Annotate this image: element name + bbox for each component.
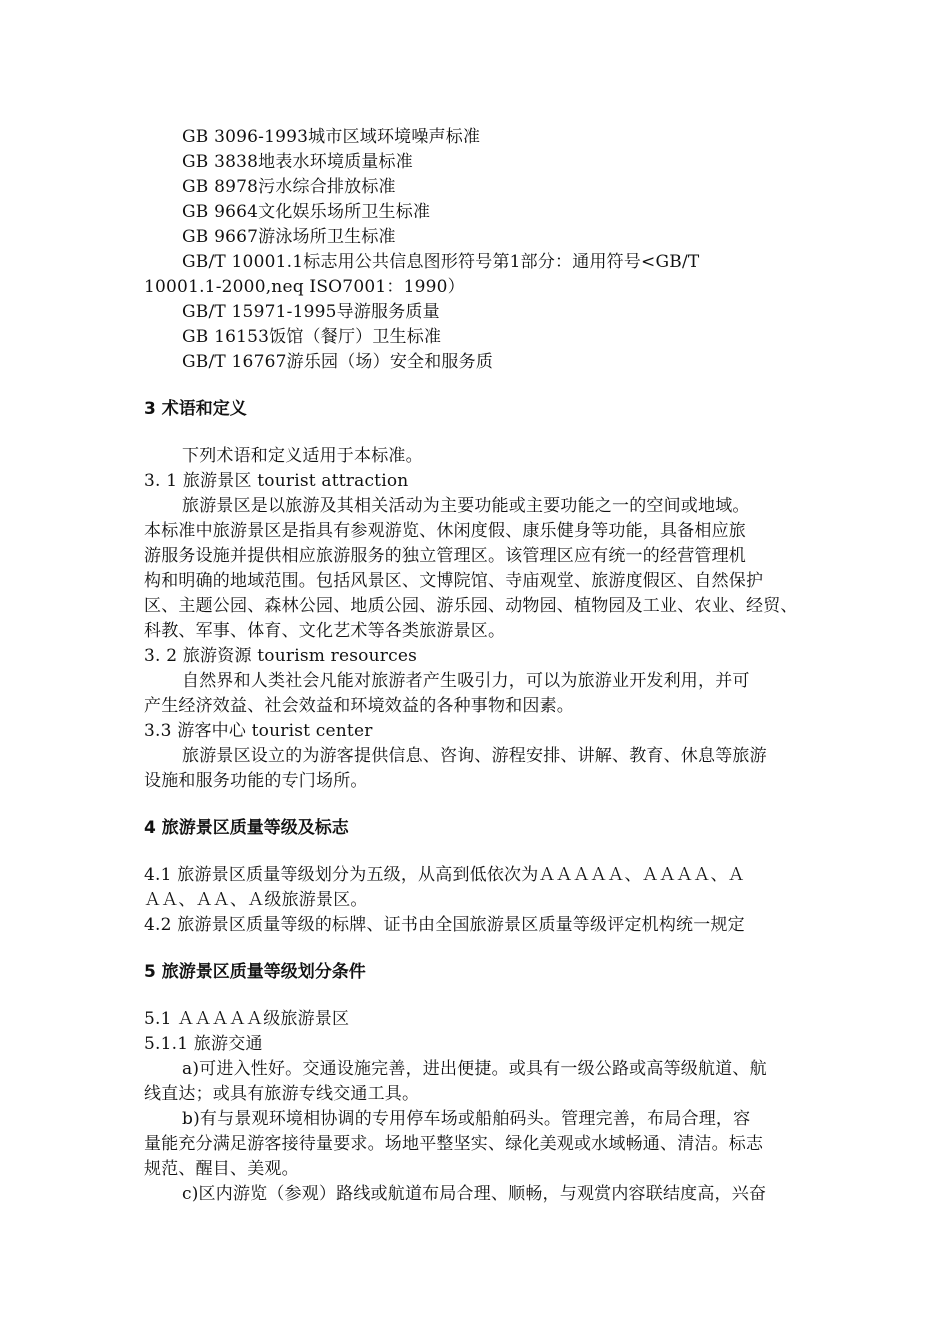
term-3-3-title: 3.3 游客中心 tourist center (144, 721, 373, 741)
term-3-1-body: 本标准中旅游景区是指具有参观游览、休闲度假、康乐健身等功能，具备相应旅 (144, 521, 746, 541)
reference-item: GB 9667游泳场所卫生标准 (182, 227, 396, 247)
term-3-3-body: 设施和服务功能的专门场所。 (144, 771, 368, 791)
subsection-5-1-title: 5.1 ＡＡＡＡＡ级旅游景区 (144, 1009, 350, 1029)
reference-item: GB 16153饭馆（餐厅）卫生标准 (182, 327, 442, 347)
term-3-1-body: 科教、军事、体育、文化艺术等各类旅游景区。 (144, 621, 506, 641)
term-3-1-title: 3. 1 旅游景区 tourist attraction (144, 471, 409, 491)
term-3-1-body: 构和明确的地域范围。包括风景区、文博院馆、寺庙观堂、旅游度假区、自然保护 (144, 571, 764, 591)
section-3-intro: 下列术语和定义适用于本标准。 (182, 446, 423, 466)
term-3-1-body: 游服务设施并提供相应旅游服务的独立管理区。该管理区应有统一的经营管理机 (144, 546, 746, 566)
reference-item: GB/T 16767游乐园（场）安全和服务质 (182, 352, 494, 372)
item-b: b)有与景观环境相协调的专用停车场或船舶码头。管理完善，布局合理，容 (182, 1109, 751, 1129)
item-c: c)区内游览（参观）路线或航道布局合理、顺畅，与观赏内容联结度高，兴奋 (182, 1184, 767, 1204)
term-3-2-title: 3. 2 旅游资源 tourism resources (144, 646, 418, 666)
term-3-3-body: 旅游景区设立的为游客提供信息、咨询、游程安排、讲解、教育、休息等旅游 (182, 746, 767, 766)
section-5-heading: 5 旅游景区质量等级划分条件 (144, 962, 366, 982)
section-4-line: 4.2 旅游景区质量等级的标牌、证书由全国旅游景区质量等级评定机构统一规定 (144, 915, 745, 935)
term-3-1-body: 旅游景区是以旅游及其相关活动为主要功能或主要功能之一的空间或地域。 (182, 496, 750, 516)
reference-item: GB/T 10001.1标志用公共信息图形符号第1部分：通用符号<GB/T (182, 252, 700, 272)
term-3-2-body: 产生经济效益、社会效益和环境效益的各种事物和因素。 (144, 696, 574, 716)
reference-item-continued: 10001.1-2000,neq ISO7001：1990） (144, 277, 465, 297)
term-3-1-body: 区、主题公园、森林公园、地质公园、游乐园、动物园、植物园及工业、农业、经贸、 (144, 596, 798, 616)
term-3-2-body: 自然界和人类社会凡能对旅游者产生吸引力，可以为旅游业开发利用，并可 (182, 671, 750, 691)
reference-item: GB 9664文化娱乐场所卫生标准 (182, 202, 431, 222)
section-3-heading: 3 术语和定义 (144, 399, 247, 419)
section-4-line: ＡＡ、ＡＡ、Ａ级旅游景区。 (144, 890, 368, 910)
item-a: 线直达；或具有旅游专线交通工具。 (144, 1084, 420, 1104)
item-b: 规范、醒目、美观。 (144, 1159, 299, 1179)
reference-item: GB/T 15971-1995导游服务质量 (182, 302, 440, 322)
reference-item: GB 3096-1993城市区域环境噪声标准 (182, 127, 481, 147)
reference-item: GB 3838地表水环境质量标准 (182, 152, 413, 172)
section-4-heading: 4 旅游景区质量等级及标志 (144, 818, 349, 838)
item-b: 量能充分满足游客接待量要求。场地平整坚实、绿化美观或水域畅通、清洁。标志 (144, 1134, 764, 1154)
reference-item: GB 8978污水综合排放标准 (182, 177, 396, 197)
subsection-5-1-1-title: 5.1.1 旅游交通 (144, 1034, 263, 1054)
item-a: a)可进入性好。交通设施完善，进出便捷。或具有一级公路或高等级航道、航 (182, 1059, 767, 1079)
section-4-line: 4.1 旅游景区质量等级划分为五级，从高到低依次为ＡＡＡＡＡ、ＡＡＡＡ、Ａ (144, 865, 745, 885)
